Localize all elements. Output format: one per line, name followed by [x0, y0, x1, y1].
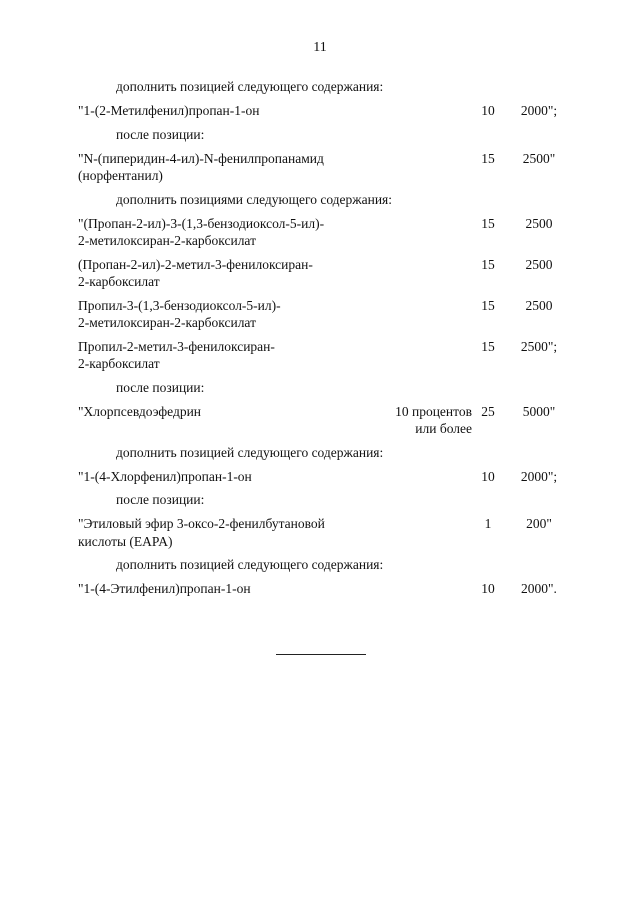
substance-name-line: "N-(пиперидин-4-ил)-N-фенилпропанамид — [78, 150, 324, 166]
substance-name-line: (Пропан-2-ил)-2-метил-3-фенилоксиран- — [78, 256, 313, 272]
substance-entry — [78, 215, 578, 250]
concentration-note — [368, 403, 476, 438]
quantity-value: 25 — [481, 403, 495, 419]
page-number: 11 — [313, 40, 327, 55]
instruction-line: после позиции: — [116, 126, 205, 142]
substance-name — [78, 468, 368, 486]
instruction-line: после позиции: — [116, 492, 205, 507]
substance-name-line: 2-карбоксилат — [78, 356, 160, 371]
end-rule — [276, 654, 366, 655]
limit-value: 200" — [526, 516, 552, 531]
instruction-line: дополнить позициями следующего содержания: — [116, 191, 393, 207]
quantity-value: 10 — [481, 103, 495, 118]
concentration-note-line: 10 процентов — [395, 403, 472, 419]
limit-value: 5000" — [522, 403, 556, 419]
substance-name-line: 2-метилоксиран-2-карбоксилат — [78, 233, 256, 248]
substance-name-line: кислоты (EAPA) — [78, 533, 173, 549]
quantity-value: 15 — [481, 150, 495, 166]
substance-entry — [78, 256, 578, 291]
substance-name — [78, 580, 368, 598]
substance-name — [78, 297, 368, 332]
limit-value: 2000"; — [520, 468, 558, 484]
substance-name-line: "(Пропан-2-ил)-3-(1,3-бензодиоксол-5-ил)- — [78, 215, 325, 231]
substance-entry — [78, 468, 578, 486]
substance-name-line: "Хлорпсевдоэфедрин — [78, 403, 202, 419]
substance-name-line: "1-(4-Этилфенил)пропан-1-он — [78, 581, 251, 596]
document-body — [78, 78, 578, 604]
substance-name-line: (норфентанил) — [78, 168, 163, 183]
limit-value: 2500" — [522, 150, 556, 166]
concentration-note-line: или более — [415, 421, 472, 436]
substance-name-line: 2-метилоксиран-2-карбоксилат — [78, 315, 256, 330]
substance-name — [78, 150, 368, 185]
substance-name-line: "1-(4-Хлорфенил)пропан-1-он — [78, 468, 252, 484]
substance-entry — [78, 515, 578, 550]
substance-entry — [78, 297, 578, 332]
quantity-value: 10 — [481, 581, 495, 596]
quantity-value: 10 — [481, 468, 495, 484]
substance-name — [78, 515, 368, 550]
substance-entry — [78, 150, 578, 185]
limit-value: 2000"; — [520, 103, 558, 118]
substance-name — [78, 215, 368, 250]
quantity-value: 15 — [481, 338, 495, 354]
instruction-line: дополнить позицией следующего содержания: — [116, 79, 384, 94]
substance-name — [78, 256, 368, 291]
quantity-value: 15 — [481, 256, 495, 272]
substance-name-line: 2-карбоксилат — [78, 274, 160, 289]
substance-name-line: Пропил-3-(1,3-бензодиоксол-5-ил)- — [78, 297, 281, 313]
limit-value: 2500 — [525, 297, 553, 313]
substance-name-line: "1-(2-Метилфенил)пропан-1-он — [78, 103, 260, 118]
substance-entry — [78, 338, 578, 373]
instruction-line: после позиции: — [116, 379, 205, 395]
instruction-line: дополнить позицией следующего содержания: — [116, 444, 384, 460]
substance-entry — [78, 403, 578, 438]
substance-name-line: Пропил-2-метил-3-фенилоксиран- — [78, 338, 275, 354]
substance-name — [78, 403, 368, 421]
limit-value: 2000". — [521, 581, 557, 596]
limit-value: 2500 — [525, 256, 553, 272]
quantity-value: 15 — [481, 297, 495, 313]
limit-value: 2500"; — [520, 338, 558, 354]
quantity-value: 15 — [481, 215, 495, 231]
substance-name-line: "Этиловый эфир 3-оксо-2-фенилбутановой — [78, 516, 325, 531]
substance-name — [78, 338, 368, 373]
substance-entry — [78, 102, 578, 120]
limit-value: 2500 — [525, 215, 553, 231]
quantity-value: 1 — [484, 516, 492, 531]
substance-name — [78, 102, 368, 120]
substance-entry — [78, 580, 578, 598]
instruction-line: дополнить позицией следующего содержания: — [116, 557, 384, 572]
